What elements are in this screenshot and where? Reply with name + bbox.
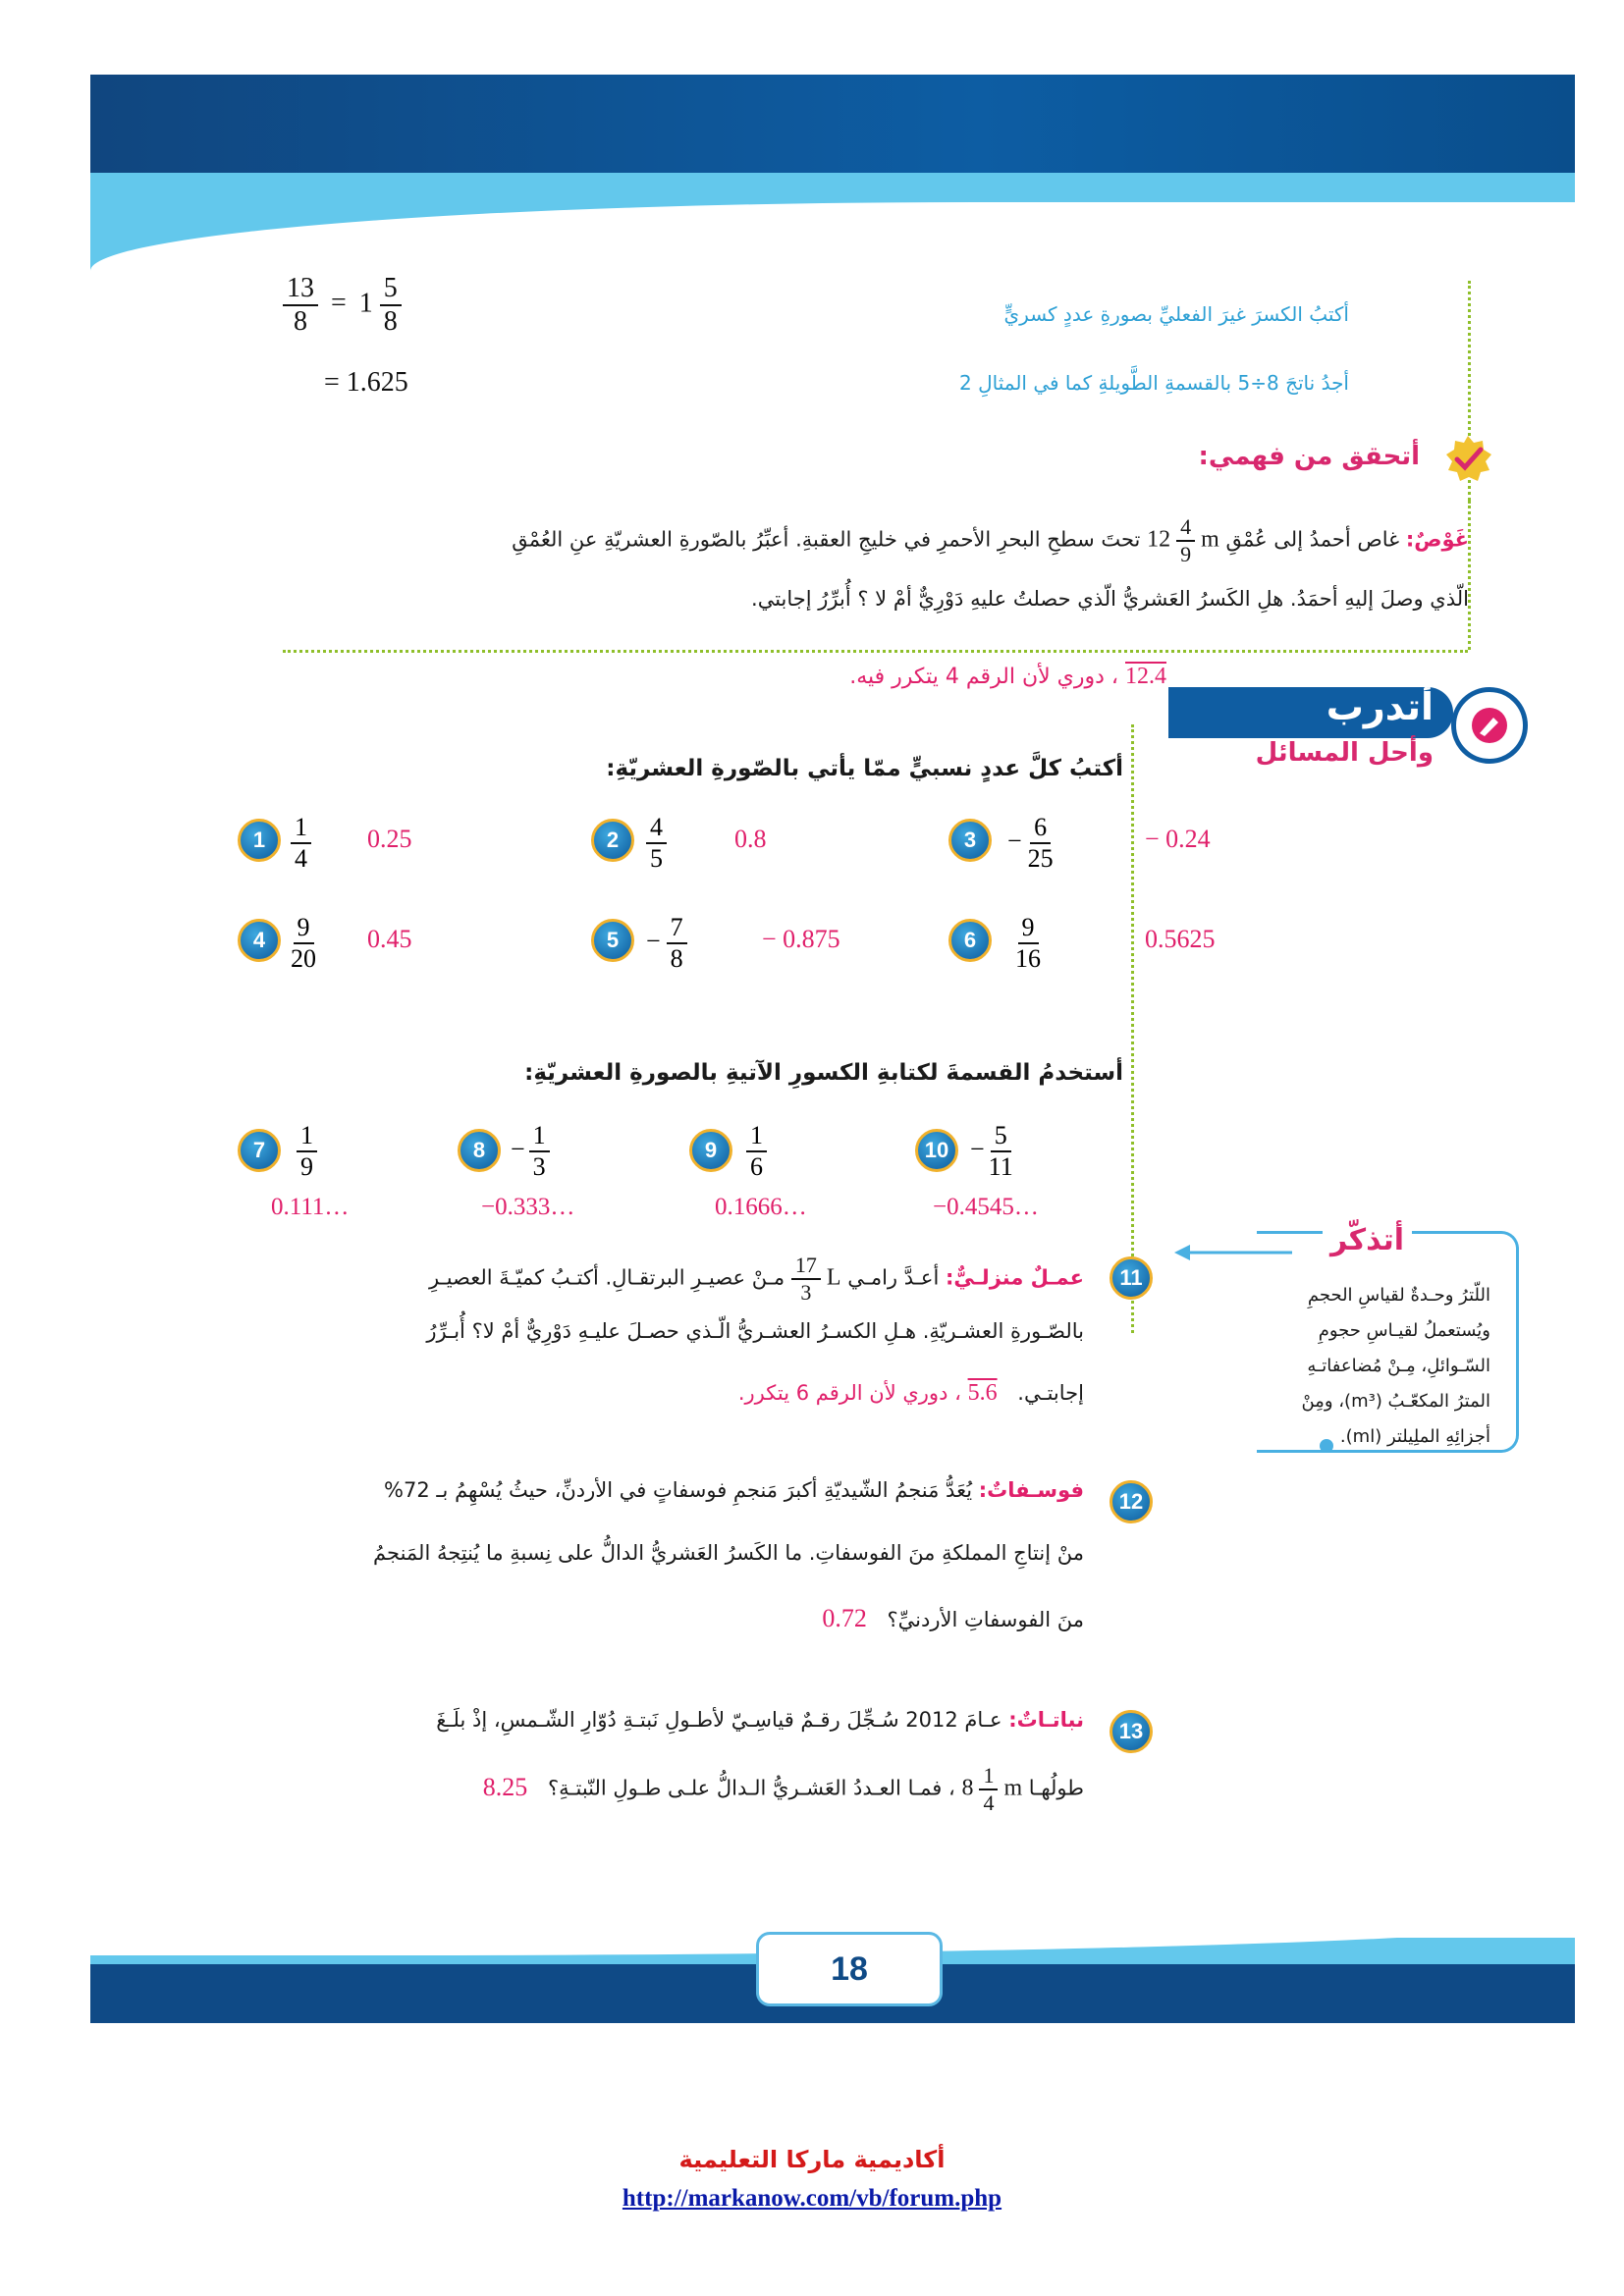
practice-dotted-line bbox=[1131, 724, 1134, 1333]
item-2-fraction: $\frac{4}{5}$ bbox=[646, 815, 667, 872]
q12-line-2: منْ إنتاجِ المملكةِ منَ الفوسفاتِ. ما الكَسرُ العَشريُّ الدالُّ على نِسبةِ ما يُنتِجهُ المَنجمُ bbox=[373, 1541, 1084, 1565]
q12-line-3: منَ الفوسفاتِ الأردنيِّ؟ 0.72 bbox=[822, 1604, 1084, 1632]
item-5-answer: − 0.875 bbox=[762, 925, 840, 953]
bullet-12: 12 bbox=[1110, 1480, 1153, 1523]
practice-subtitle: وأحل المسائل bbox=[1255, 738, 1434, 768]
q12-line-1: فوسـفاتٌ: يُعَدُّ مَنجمُ الشّيديّةِ أكبرَ مَنجمِ فوسفاتٍ في الأردنِّ، حيثُ يُسْهِمُ بـ 72% bbox=[384, 1478, 1084, 1502]
academy-name: أكاديمية ماركا التعليمية bbox=[678, 2146, 946, 2173]
bullet-6: 6 bbox=[948, 919, 992, 962]
q11-line-1: عمـلٌ منزلـيٌّ: أعـدَّ رامـي $\frac{17}{3}$ L مـنْ عصيـرِ البرتقـالِ. أكتـبُ كميّـةَ العصيـرِ bbox=[428, 1253, 1084, 1305]
intro-work-line-1: $\frac{13}{8}$ = 1 $\frac{5}{8}$ bbox=[283, 275, 402, 336]
bullet-9: 9 bbox=[689, 1129, 732, 1172]
item-1-fraction: $\frac{1}{4}$ bbox=[291, 815, 311, 872]
check-answer: 12.4 ، دوري لأن الرقم 4 يتكرر فيه. bbox=[849, 664, 1166, 689]
item-5-fraction: − $\frac{7}{8}$ bbox=[646, 915, 687, 972]
item-3-answer: − 0.24 bbox=[1145, 825, 1211, 853]
item-10-fraction: − $\frac{5}{11}$ bbox=[970, 1121, 1013, 1181]
bullet-4: 4 bbox=[238, 919, 281, 962]
item-10-answer: −0.4545… bbox=[933, 1194, 1039, 1220]
bullet-1: 1 bbox=[238, 819, 281, 862]
practice-badge bbox=[1168, 687, 1528, 775]
item-7-answer: 0.111… bbox=[271, 1194, 350, 1220]
bullet-3: 3 bbox=[948, 819, 992, 862]
intro-step-1: أكتبُ الكسرَ غيرَ الفعليِّ بصورةِ عددٍ كسريٍّ bbox=[1003, 302, 1349, 326]
remember-dot bbox=[1320, 1439, 1333, 1453]
practice-title: أتدرب bbox=[1326, 685, 1434, 728]
check-bottom-dots bbox=[283, 650, 1468, 653]
bullet-13: 13 bbox=[1110, 1710, 1153, 1753]
check-line-1: غَوْصٌ: غاص أحمدُ إلى عُمْقِ 12 $\frac{4}{9}$ m تحتَ سطحِ البحرِ الأحمرِ في خليجِ العقبةِ. أعبِّرُ بالصّورةِ العشريّةِ عنِ العُمْقِ bbox=[512, 514, 1469, 566]
intro-step-2: أجدُ ناتجَ 8÷5 بالقسمةِ الطَّويلةِ كما في المثالِ 2 bbox=[959, 371, 1349, 395]
arrow-left-icon bbox=[1174, 1243, 1292, 1262]
check-icon bbox=[1443, 434, 1492, 483]
item-8-fraction: − $\frac{1}{3}$ bbox=[511, 1123, 550, 1180]
section-b-heading: أستخدمُ القسمةَ لكتابةِ الكسورِ الآتيةِ بالصورةِ العشريّةِ: bbox=[524, 1060, 1123, 1086]
item-1-answer: 0.25 bbox=[367, 825, 412, 853]
item-2-answer: 0.8 bbox=[734, 825, 767, 853]
remember-body: اللّترُ وحـدةٌ لقياسِ الحجمِ ويُستعملُ لقيـاسِ حجومِ السّـوائلِ، مِـنْ مُضاعفاتـهِ المترُ المكعّـبُ (m³)، ومِنْ أجزائِهِ الملِيلتر (ml). bbox=[1301, 1285, 1490, 1447]
item-4-answer: 0.45 bbox=[367, 925, 412, 953]
item-9-answer: 0.1666… bbox=[715, 1194, 807, 1220]
textbook-page bbox=[90, 75, 1575, 2023]
item-6-answer: 0.5625 bbox=[1145, 925, 1216, 953]
item-4-fraction: $\frac{9}{20}$ bbox=[291, 913, 316, 973]
item-6-fraction: $\frac{9}{16}$ bbox=[1015, 913, 1041, 973]
remember-title: أتذكّر bbox=[1323, 1223, 1412, 1257]
q13-line-1: نباتـاتٌ: عـامَ 2012 سُـجِّلَ رقـمٌ قياسِـيّ لأطـولِ نَبتـةِ دُوّارِ الشّـمسِ، إذْ بلَـغَ bbox=[436, 1708, 1084, 1732]
bullet-11: 11 bbox=[1110, 1256, 1153, 1300]
check-title: أتحقق من فهمي: bbox=[1198, 442, 1420, 471]
item-9-fraction: $\frac{1}{6}$ bbox=[746, 1123, 767, 1180]
pencil-icon bbox=[1451, 687, 1528, 764]
bullet-10: 10 bbox=[915, 1129, 958, 1172]
page-number: 18 bbox=[756, 1932, 943, 2006]
bullet-7: 7 bbox=[238, 1129, 281, 1172]
bullet-8: 8 bbox=[458, 1129, 501, 1172]
section-a-heading: أكتبُ كلَّ عددٍ نسبيٍّ ممّا يأتي بالصّورةِ العشريّةِ: bbox=[606, 756, 1123, 781]
bullet-2: 2 bbox=[591, 819, 634, 862]
item-3-fraction: − $\frac{6}{25}$ bbox=[1007, 813, 1054, 873]
item-8-answer: −0.333… bbox=[481, 1194, 575, 1220]
footer-link-wrap bbox=[0, 2185, 1624, 2213]
item-7-fraction: $\frac{1}{9}$ bbox=[297, 1123, 317, 1180]
check-right-dots bbox=[1468, 501, 1471, 650]
check-line-2: الّذي وصلَ إليهِ أحمَدُ. هلِ الكَسرُ العَشريُّ الّذي حصلتُ عليهِ دَوْرِيٌّ أمْ لا ؟ أُبرِّرُ إجابتي. bbox=[751, 587, 1469, 611]
bullet-5: 5 bbox=[591, 919, 634, 962]
q13-line-2: طولُهـا 8 $\frac{1}{4}$ m ، فمـا العـددُ العَشـريُّ الـدالُّ علـى طـولِ النّبتـةِ؟ 8.25 bbox=[482, 1763, 1084, 1815]
forum-link[interactable]: http://markanow.com/vb/forum.php bbox=[622, 2185, 1002, 2212]
q11-line-3: إجابتـي. 5.6 ، دوري لأن الرقم 6 يتكرر. bbox=[737, 1380, 1084, 1406]
q11-line-2: بالصّـورةِ العشـريّةِ. هـلِ الكسـرُ العشـريُّ الّـذي حصـلَ عليـهِ دَوْرِيٌّ أمْ لا؟ أُبـرِّرُ bbox=[426, 1319, 1084, 1343]
intro-work-line-2: = 1.625 bbox=[324, 367, 408, 398]
